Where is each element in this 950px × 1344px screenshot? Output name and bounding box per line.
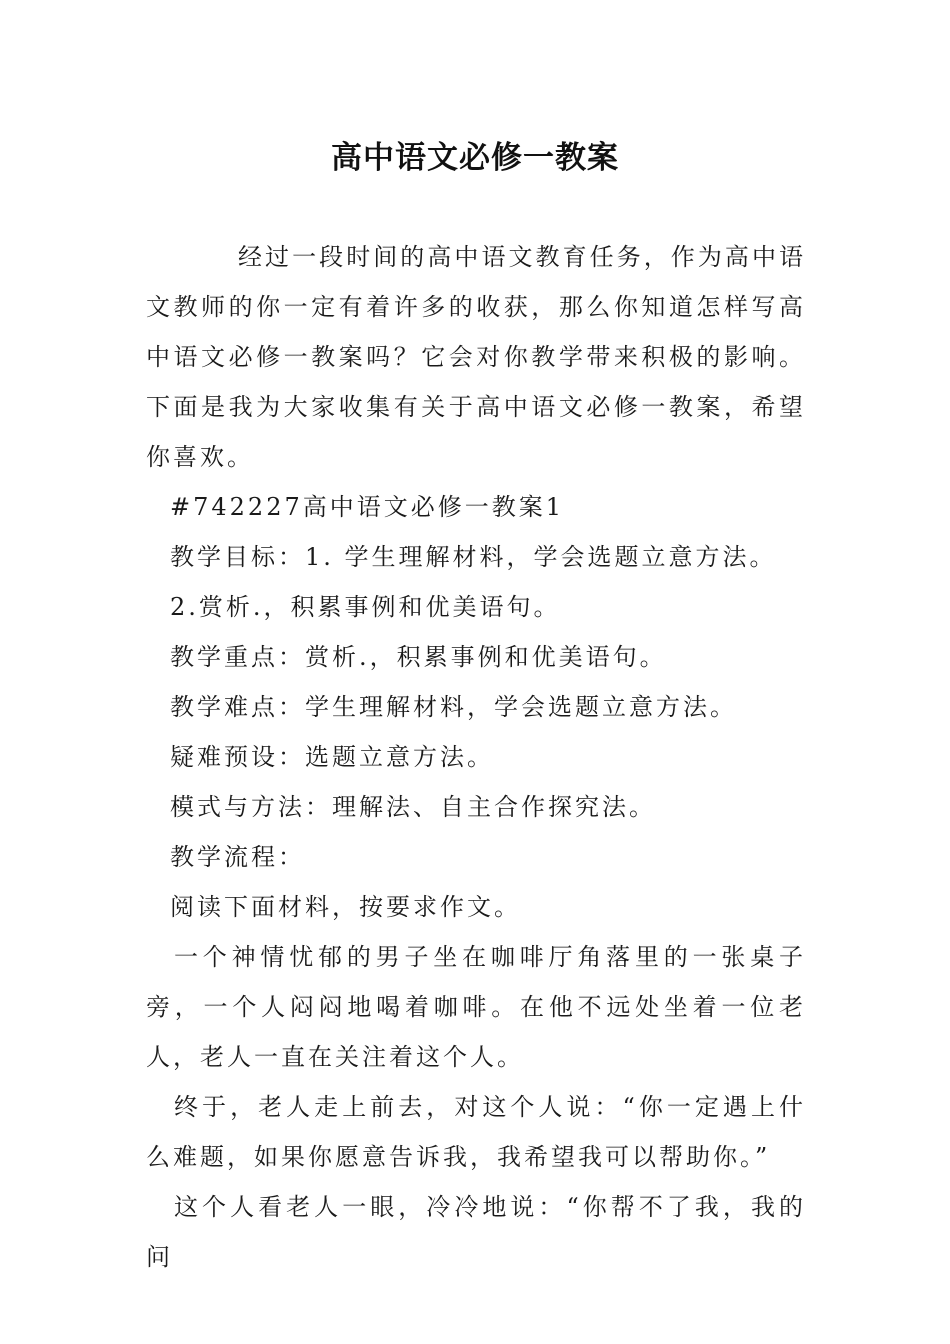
writing-instruction: 阅读下面材料，按要求作文。 (170, 893, 521, 921)
story-paragraph-2: 终于，老人走上前去，对这个人说：“你一定遇上什么难题，如果你愿意告诉我，我希望我可以帮助你。” (146, 1093, 806, 1171)
difficulty-presumption: 疑难预设：选题立意方法。 (170, 743, 494, 771)
section-heading: #742227高中语文必修一教案1 (170, 493, 564, 521)
intro-paragraph: 经过一段时间的高中语文教育任务，作为高中语文教师的你一定有着许多的收获，那么你知道怎样写高中语文必修一教案吗？它会对你教学带来积极的影响。下面是我为大家收集有关于高中语文必修一教案，希望你喜欢。 (146, 243, 806, 471)
teaching-process: 教学流程： (170, 843, 305, 871)
document-body (146, 232, 806, 1282)
teaching-method: 模式与方法：理解法、自主合作探究法。 (170, 793, 656, 821)
teaching-difficulty: 教学难点：学生理解材料，学会选题立意方法。 (170, 693, 737, 721)
document-title: 高中语文必修一教案 (331, 140, 619, 176)
story-paragraph-3: 这个人看老人一眼，冷冷地说：“你帮不了我，我的问 (146, 1193, 806, 1271)
teaching-goal-2: 2.赏析.，积累事例和优美语句。 (170, 593, 561, 621)
teaching-goal: 教学目标：1. 学生理解材料，学会选题立意方法。 (170, 543, 777, 571)
teaching-key-point: 教学重点：赏析.，积累事例和优美语句。 (170, 643, 667, 671)
story-paragraph-1: 一个神情忧郁的男子坐在咖啡厅角落里的一张桌子旁，一个人闷闷地喝着咖啡。在他不远处坐着一位老人，老人一直在关注着这个人。 (146, 943, 806, 1071)
